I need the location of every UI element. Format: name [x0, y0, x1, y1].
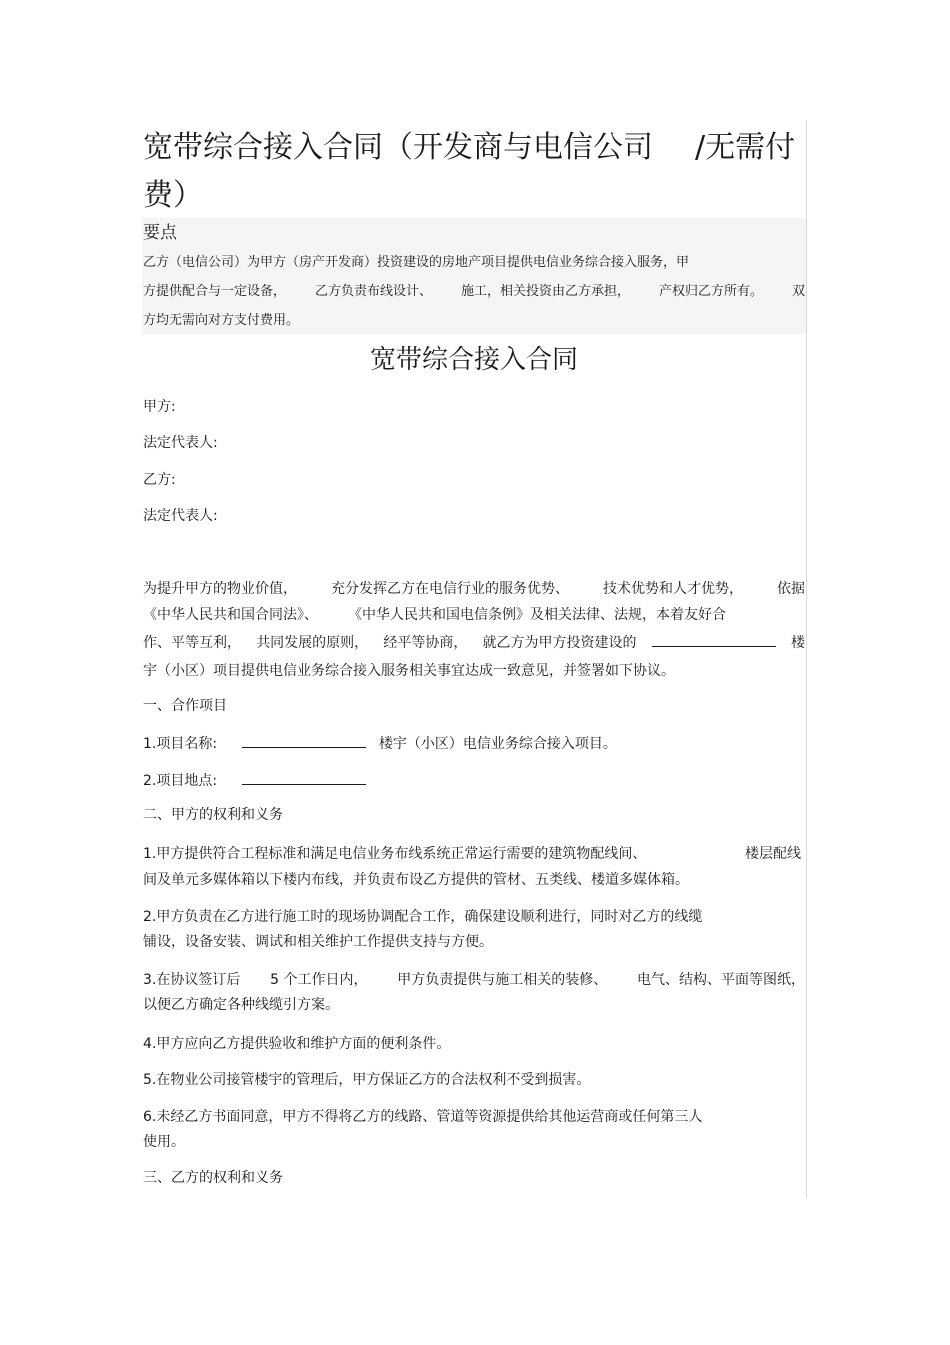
- project-location-blank[interactable]: [242, 770, 366, 785]
- section1-heading: 一、合作项目: [143, 698, 227, 714]
- section2-item1-line1: 1.甲方提供符合工程标准和满足电信业务布线系统正常运行需要的建筑物配线间、 楼层配线: [143, 846, 801, 862]
- section2-item6-line2: 使用。: [143, 1134, 185, 1150]
- section2-item3-line1: 3.在协议签订后 5 个工作日内， 甲方负责提供与施工相关的装修、 电气、结构、平面等图纸，: [143, 972, 805, 988]
- party-b-rep-label: 法定代表人:: [143, 508, 218, 524]
- project-location-row: [143, 770, 366, 792]
- section2-item2-line2: 铺设，设备安装、调试和相关维护工作提供支持与方便。: [143, 934, 493, 950]
- preamble-line-4: 宇（小区）项目提供电信业务综合接入服务相关事宜达成一致意见，并签署如下协议。: [143, 663, 675, 679]
- preamble-line-2: 《中华人民共和国合同法》、 《中华人民共和国电信条例》及相关法律、法规，本着友好合: [143, 607, 726, 623]
- project-location-label: 2.项目地点:: [143, 773, 218, 789]
- section2-item5: 5.在物业公司接管楼宇的管理后，甲方保证乙方的合法权利不受到损害。: [143, 1072, 591, 1088]
- party-b-label: 乙方:: [143, 472, 176, 488]
- page-right-border: [806, 120, 807, 1198]
- preamble-line-3: 作、平等互利， 共同发展的原则， 经平等协商， 就乙方为甲方投资建设的 楼: [143, 632, 805, 654]
- summary-line-2: 方提供配合与一定设备， 乙方负责布线设计、 施工，相关投资由乙方承担， 产权归乙方所有。 双: [143, 284, 805, 299]
- document-title: [143, 124, 803, 220]
- party-a-label: 甲方:: [143, 399, 176, 415]
- section2-item4: 4.甲方应向乙方提供验收和维护方面的便利条件。: [143, 1036, 451, 1052]
- title-line2: 费）: [143, 178, 203, 213]
- party-a-rep-label: 法定代表人:: [143, 435, 218, 451]
- project-name-suffix: 楼宇（小区）电信业务综合接入项目。: [378, 736, 617, 752]
- section2-item1-line2: 间及单元多媒体箱以下楼内布线，并负责布设乙方提供的管材、五类线、楼道多媒体箱。: [143, 872, 689, 888]
- section2-item3-line2: 以便乙方确定各种线缆引方案。: [143, 997, 339, 1013]
- summary-line-1: 乙方（电信公司）为甲方（房产开发商）投资建设的房地产项目提供电信业务综合接入服务，甲: [143, 255, 690, 270]
- title-line1-part2: /无需付: [695, 130, 796, 165]
- section2-item6-line1: 6.未经乙方书面同意，甲方不得将乙方的线路、管道等资源提供给其他运营商或任何第三人: [143, 1109, 703, 1125]
- section3-heading: 三、乙方的权利和义务: [143, 1170, 283, 1186]
- preamble-line-1: 为提升甲方的物业价值， 充分发挥乙方在电信行业的服务优势、 技术优势和人才优势， 依据: [143, 581, 805, 597]
- project-name-blank[interactable]: [242, 733, 366, 748]
- summary-line-3: 方均无需向对方支付费用。: [143, 313, 300, 328]
- contract-title: 宽带综合接入合同: [369, 345, 578, 375]
- summary-heading: 要点: [143, 223, 177, 243]
- section2-heading: 二、甲方的权利和义务: [143, 807, 283, 823]
- title-line1-part1: 宽带综合接入合同（开发商与电信公司: [143, 130, 653, 165]
- section2-item2-line1: 2.甲方负责在乙方进行施工时的现场协调配合工作，确保建设顺利进行，同时对乙方的线缆: [143, 909, 703, 925]
- building-name-blank[interactable]: [652, 632, 776, 647]
- project-name-label: 1.项目名称:: [143, 736, 218, 752]
- project-name-row: [143, 733, 617, 755]
